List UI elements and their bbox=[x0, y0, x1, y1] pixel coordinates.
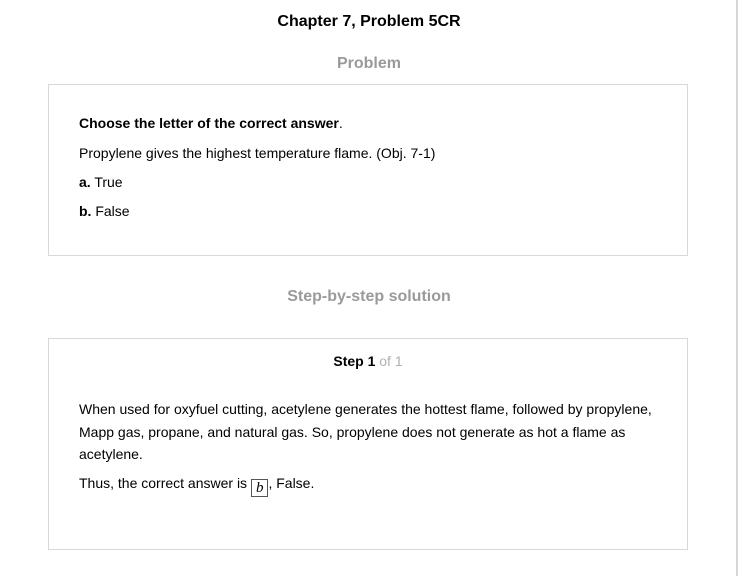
option-b bbox=[79, 200, 659, 222]
boxed-answer: b bbox=[251, 479, 269, 497]
problem-heading: Problem bbox=[336, 55, 401, 72]
step-count: of 1 bbox=[375, 353, 403, 369]
instruction-bold-text: Choose the letter of the correct answer bbox=[79, 115, 339, 131]
problem-instruction bbox=[79, 112, 659, 134]
step-label: Step 1 bbox=[333, 353, 376, 369]
conclusion-suffix: , False. bbox=[268, 475, 315, 491]
solution-heading: Step-by-step solution bbox=[287, 288, 451, 305]
solution-conclusion bbox=[79, 472, 659, 497]
conclusion-prefix: Thus, the correct answer is bbox=[79, 475, 251, 491]
instruction-period: . bbox=[338, 115, 343, 131]
problem-card bbox=[48, 84, 688, 256]
option-b-letter: b. bbox=[79, 203, 92, 219]
option-b-text: False bbox=[91, 203, 130, 219]
problem-question: Propylene gives the highest temperature flame. (Obj. 7-1) bbox=[79, 145, 436, 161]
option-a-letter: a. bbox=[79, 174, 91, 190]
option-a bbox=[79, 171, 659, 193]
page-title: Chapter 7, Problem 5CR bbox=[277, 13, 461, 30]
option-a-text: True bbox=[90, 174, 123, 190]
solution-card bbox=[48, 338, 688, 550]
solution-explanation: When used for oxyfuel cutting, acetylene generates the hottest flame, followed by propylene, Mapp gas, propane, and natural gas. So, propylene does not generate as hot a flame as acetylene. bbox=[79, 401, 652, 462]
step-header bbox=[49, 351, 687, 371]
